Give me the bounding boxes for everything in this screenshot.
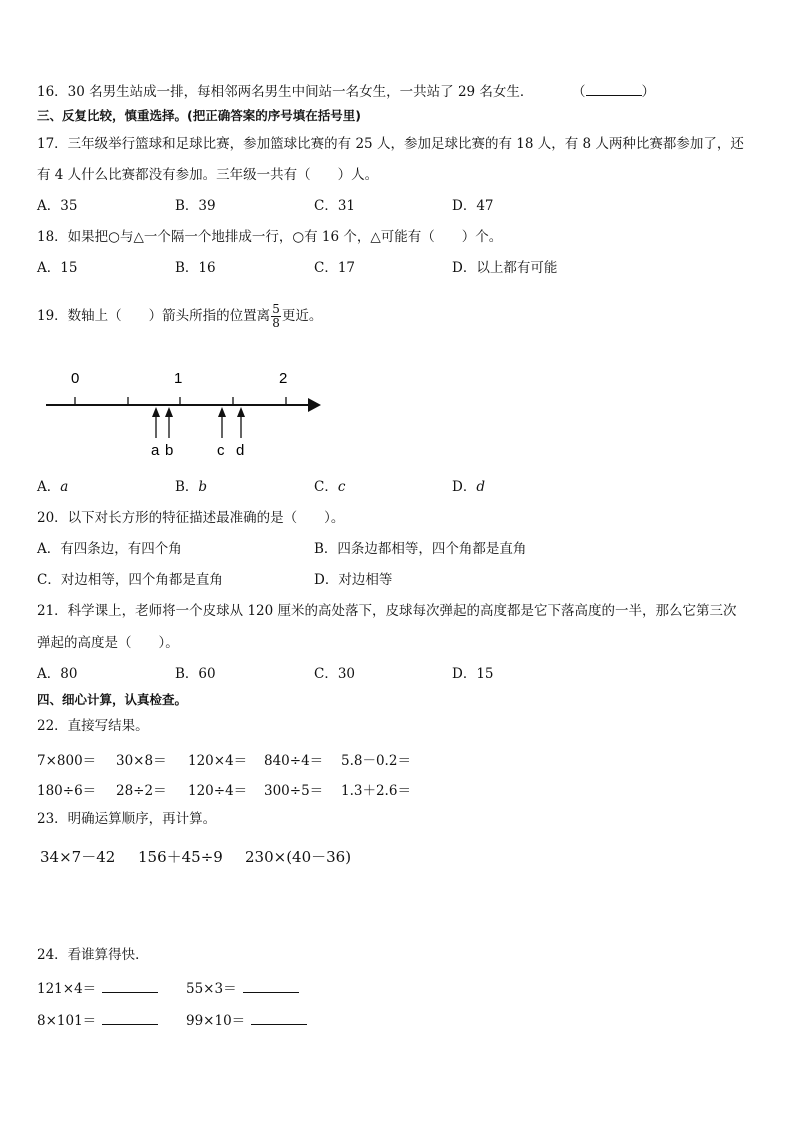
pointer-arrows	[152, 407, 245, 438]
q21-option-a[interactable]: A．80	[37, 666, 78, 682]
q17-option-c[interactable]: C．31	[314, 198, 356, 214]
calc-item: 840÷4＝	[264, 753, 324, 769]
arrow-c-head	[218, 407, 226, 417]
q20-option-b[interactable]: B．四条边都相等，四个角都是直角	[314, 541, 527, 557]
calc-item: 120÷4＝	[188, 783, 248, 799]
q21-option-d[interactable]: D．15	[452, 666, 494, 682]
q21-option-c[interactable]: C．30	[314, 666, 356, 682]
question-16	[37, 83, 655, 101]
calc-item: 7×800＝	[37, 753, 97, 769]
fraction-denominator: 8	[272, 316, 280, 330]
calc-item: 30×8＝	[116, 753, 167, 769]
question-22-text: 22．直接写结果。	[37, 718, 149, 734]
quick-calc-item: 8×101＝	[37, 1009, 158, 1029]
question-19-text: 19．数轴上（ ）箭头所指的位置离	[37, 308, 271, 324]
quick-calc-item: 55×3＝	[186, 977, 299, 997]
calc-item: 180÷6＝	[37, 783, 97, 799]
q18-option-b[interactable]: B．16	[175, 260, 216, 276]
number-line-ticks	[75, 397, 286, 405]
arrow-label-d: d	[236, 442, 245, 459]
section-3-title: 三、反复比较，慎重选择。(把正确答案的序号填在括号里)	[37, 108, 361, 123]
calc-item: 300÷5＝	[264, 783, 324, 799]
question-21-line-2: 弹起的高度是（ ）。	[37, 635, 179, 651]
question-21-line-1: 21．科学课上，老师将一个皮球从 120 厘米的高处落下，皮球每次弹起的高度都是它下落高度的一半，那么它第三次	[37, 603, 737, 619]
calc-item: 28÷2＝	[116, 783, 167, 799]
question-19	[37, 296, 322, 336]
quick-calc-item: 99×10＝	[186, 1009, 307, 1029]
section-4-title: 四、细心计算，认真检查。	[37, 692, 188, 707]
question-17-line-2: 有 4 人什么比赛都没有参加。三年级一共有（ ）人。	[37, 167, 379, 183]
tick-label-2: 2	[279, 370, 288, 387]
q18-option-a[interactable]: A．15	[37, 260, 78, 276]
fraction-five-eighths	[271, 303, 281, 330]
number-line-figure	[40, 362, 330, 462]
q19-option-d[interactable]: D．d	[452, 479, 485, 495]
answer-line[interactable]	[102, 1012, 158, 1025]
arrow-b-head	[165, 407, 173, 417]
expression-2: 156＋45÷9	[138, 848, 223, 866]
tick-label-1: 1	[174, 370, 183, 387]
q17-option-a[interactable]: A．35	[37, 198, 78, 214]
q18-option-d[interactable]: D．以上都有可能	[452, 260, 558, 276]
q19-option-b[interactable]: B．b	[175, 479, 208, 495]
answer-line[interactable]	[243, 980, 299, 993]
q18-option-c[interactable]: C．17	[314, 260, 356, 276]
arrow-label-c: c	[217, 442, 225, 459]
q20-option-d[interactable]: D．对边相等	[314, 572, 393, 588]
q17-option-d[interactable]: D．47	[452, 198, 494, 214]
answer-line[interactable]	[251, 1012, 307, 1025]
expression-3: 230×(40－36)	[245, 848, 352, 866]
quick-calc-item: 121×4＝	[37, 977, 158, 997]
fraction-numerator: 5	[272, 302, 280, 316]
arrow-a-head	[152, 407, 160, 417]
tick-label-0: 0	[71, 370, 80, 387]
calc-item: 5.8－0.2＝	[341, 753, 411, 769]
calc-item: 120×4＝	[188, 753, 248, 769]
calc-item: 1.3＋2.6＝	[341, 783, 411, 799]
arrow-d-head	[237, 407, 245, 417]
question-17-line-1: 17．三年级举行篮球和足球比赛，参加篮球比赛的有 25 人，参加足球比赛的有 18 人，有 8 人两种比赛都参加了，还	[37, 136, 744, 152]
arrow-label-a: a	[151, 442, 160, 459]
q17-option-b[interactable]: B．39	[175, 198, 216, 214]
expression-1: 34×7－42	[40, 848, 116, 866]
number-line-arrowhead	[308, 398, 321, 412]
answer-line[interactable]	[102, 980, 158, 993]
arrow-label-b: b	[165, 442, 174, 459]
q21-option-b[interactable]: B．60	[175, 666, 216, 682]
q20-option-c[interactable]: C．对边相等，四个角都是直角	[37, 572, 223, 588]
question-20-text: 20．以下对长方形的特征描述最准确的是（ ）。	[37, 510, 345, 526]
question-18-text: 18．如果把○与△一个隔一个地排成一行，○有 16 个，△可能有（ ）个。	[37, 229, 503, 245]
question-16-text: 16．30 名男生站成一排，每相邻两名男生中间站一名女生，一共站了 29 名女生．	[37, 84, 534, 100]
q20-option-a[interactable]: A．有四条边，有四个角	[37, 541, 182, 557]
question-19-text-end: 更近。	[281, 308, 323, 324]
answer-blank-16[interactable]: （ ）	[572, 84, 656, 100]
q19-option-c[interactable]: C．c	[314, 479, 346, 495]
question-23-text: 23．明确运算顺序，再计算。	[37, 811, 217, 827]
question-24-text: 24．看谁算得快．	[37, 947, 149, 963]
q19-option-a[interactable]: A．a	[37, 479, 69, 495]
